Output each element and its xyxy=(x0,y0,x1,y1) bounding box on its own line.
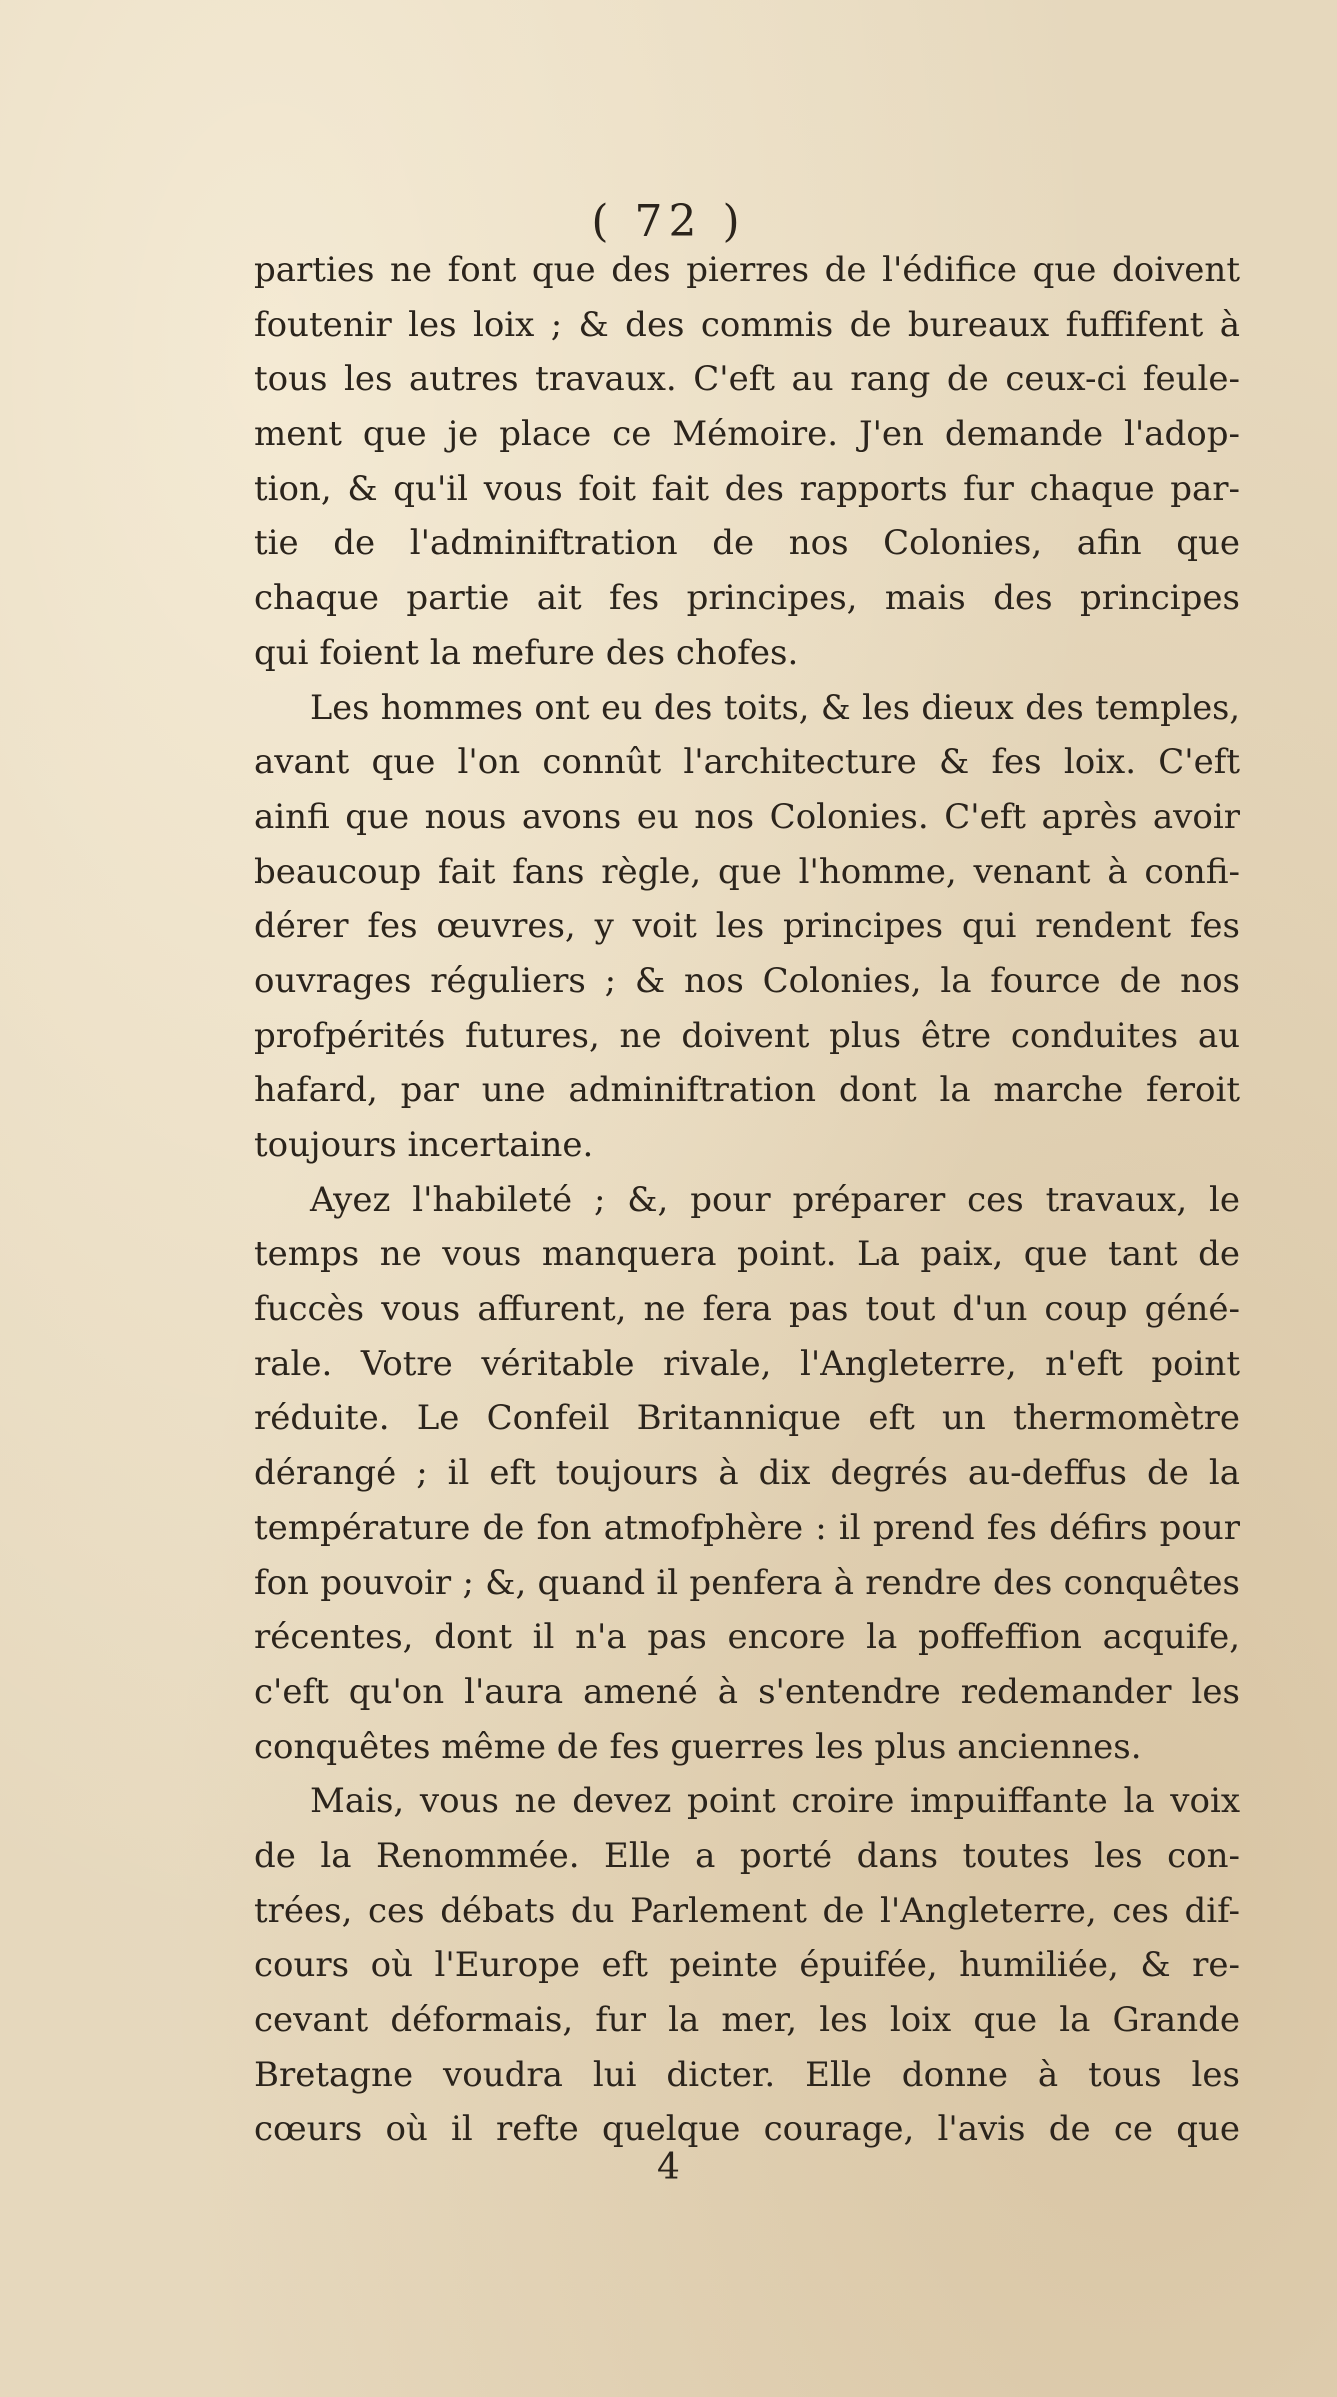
text-line: tion, & qu'il vous foit fait des rapports fur chaque par- xyxy=(254,468,1240,509)
text-line: tous les autres travaux. C'eft au rang de ceux-ci feule- xyxy=(254,359,1240,400)
signature-mark: 4 xyxy=(657,2147,680,2188)
text-line: fon pouvoir ; &, quand il penfera à rendre des conquêtes xyxy=(254,1562,1240,1603)
text-line: chaque partie ait fes principes, mais des principes xyxy=(254,578,1240,619)
text-line: cœurs où il refte quelque courage, l'avis de ce que xyxy=(254,2109,1240,2150)
text-line: température de fon atmofphère : il prend fes défirs pour xyxy=(254,1507,1240,1548)
text-line: tie de l'adminiftration de nos Colonies, afin que xyxy=(254,523,1240,564)
text-line: temps ne vous manquera point. La paix, que tant de xyxy=(254,1234,1240,1275)
text-line: c'eft qu'on l'aura amené à s'entendre redemander les xyxy=(254,1671,1240,1712)
text-line: hafard, par une adminiftration dont la marche feroit xyxy=(254,1070,1240,1111)
body-text xyxy=(254,243,1240,2157)
text-line: dérangé ; il eft toujours à dix degrés au-deffus de la xyxy=(254,1453,1240,1494)
text-line: conquêtes même de fes guerres les plus anciennes. xyxy=(254,1726,1142,1767)
text-line: ment que je place ce Mémoire. J'en demande l'adop- xyxy=(254,414,1240,455)
text-line: dérer fes œuvres, y voit les principes qui rendent fes xyxy=(254,906,1240,947)
text-line: cevant déformais, fur la mer, les loix que la Grande xyxy=(254,2000,1240,2040)
text-line: beaucoup fait fans règle, que l'homme, venant à confi- xyxy=(254,851,1240,892)
text-line: parties ne font que des pierres de l'édifice que doivent xyxy=(254,250,1240,290)
text-line: Les hommes ont eu des toits, & les dieux des temples, xyxy=(310,687,1240,727)
text-line: cours où l'Europe eft peinte épuifée, humiliée, & re- xyxy=(254,1945,1240,1986)
text-line: Mais, vous ne devez point croire impuiffante la voix xyxy=(310,1781,1240,1822)
text-line: rale. Votre véritable rivale, l'Angleterre, n'eft point xyxy=(254,1343,1240,1384)
text-line: avant que l'on connût l'architecture & fes loix. C'eft xyxy=(254,742,1240,783)
text-line: ainfi que nous avons eu nos Colonies. C'eft après avoir xyxy=(254,796,1240,837)
text-line: foutenir les loix ; & des commis de bureaux fuffifent à xyxy=(254,304,1240,345)
text-line: Bretagne voudra lui dicter. Elle donne à tous les xyxy=(254,2054,1240,2095)
page-number: ( 72 ) xyxy=(591,196,746,247)
text-line: qui foient la mefure des chofes. xyxy=(254,632,799,673)
text-line: profpérités futures, ne doivent plus être conduites au xyxy=(254,1015,1240,1056)
text-line: toujours incertaine. xyxy=(254,1125,594,1165)
text-line: Ayez l'habileté ; &, pour préparer ces travaux, le xyxy=(310,1179,1240,1220)
text-line: trées, ces débats du Parlement de l'Angleterre, ces dif- xyxy=(254,1890,1240,1931)
text-line: récentes, dont il n'a pas encore la poffeffion acquife, xyxy=(254,1617,1240,1658)
text-line: de la Renommée. Elle a porté dans toutes les con- xyxy=(254,1835,1240,1876)
text-line: réduite. Le Confeil Britannique eft un thermomètre xyxy=(254,1398,1240,1439)
text-line: fuccès vous affurent, ne fera pas tout d'un coup géné- xyxy=(254,1289,1240,1330)
text-line: ouvrages réguliers ; & nos Colonies, la fource de nos xyxy=(254,960,1240,1001)
